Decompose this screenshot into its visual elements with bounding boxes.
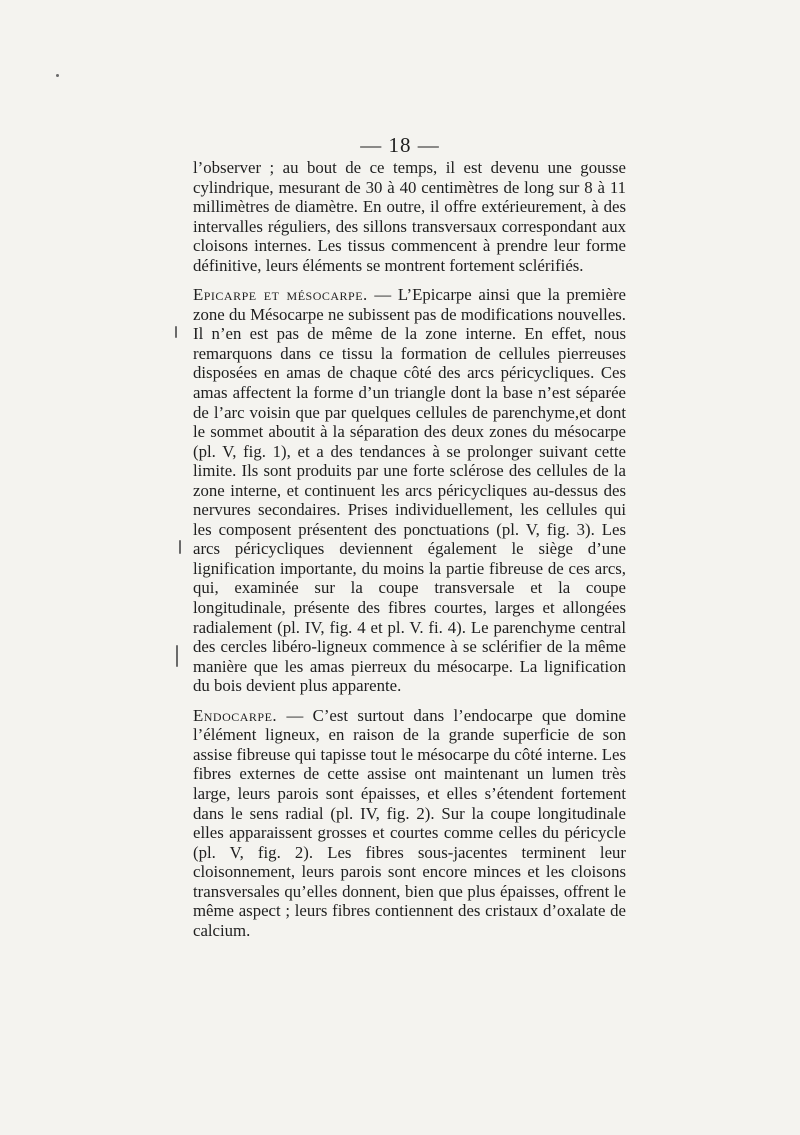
paper-mark (175, 326, 177, 338)
paragraph-2-text: — L’Epicarpe ainsi que la première zone du Mésocarpe ne subissent pas de modifications nouvelles. Il n’en est pas de même de la zone interne. En effet, nous remarquons dans ce tissu la formation de cellules pierreuses disposées en amas de chaque côté des arcs péricycliques. Ces amas affectent la forme d’un triangle dont la base n’est séparée de l’arc voisin que par quelques cellules de parenchyme,et dont le sommet aboutit à la séparation des deux zones du mésocarpe (pl. V, fig. 1), et a des tendances à se prolonger suivant cette limite. Ils sont produits par une forte sclérose des cellules de la zone interne, et continuent les arcs péricycliques au-dessus des nervures secondaires. Prises individuellement, les cellules qui les composent présentent des ponctuations (pl. V, fig. 3). Les arcs péricycliques deviennent également le siège d’une lignification importante, du moins la partie fibreuse de ces arcs, qui, examinée sur la coupe transversale et la coupe longitudinale, présente des fibres courtes, larges et allongées radialement (pl. IV, fig. 4 et pl. V. fi. 4). Le parenchyme central des cercles libéro-ligneux commence à se sclérifier de la même manière que les amas pierreux du mésocarpe. La lignification du bois devient plus apparente. (193, 285, 626, 696)
page-number: — 18 — (360, 133, 440, 157)
paper-mark (176, 645, 178, 667)
paragraph-1-text: l’observer ; au bout de ce temps, il est devenu une gousse cylindrique, mesurant de 30 à 40 centimètres de long sur 8 à 11 millimètres de diamètre. En outre, il offre extérieurement, à des intervalles réguliers, des sillons transversaux correspondant aux cloisons internes. Les tissus commencent à prendre leur forme définitive, leurs éléments se montrent fortement sclérifiés. (193, 158, 626, 275)
paragraph-3 (193, 706, 626, 941)
paragraph-2 (193, 285, 626, 695)
paper-mark (179, 540, 181, 554)
paper-speck (56, 74, 59, 77)
section-heading-epicarpe: Epicarpe et mésocarpe. (193, 285, 368, 305)
paragraph-1 (193, 158, 626, 275)
paragraph-3-text: — C’est surtout dans l’endocarpe que domine l’élément ligneux, en raison de la grande superficie de son assise fibreuse qui tapisse tout le mésocarpe du côté interne. Les fibres externes de cette assise ont maintenant un lumen très large, leurs parois sont épaisses, et elles s’étendent fortement dans le sens radial (pl. IV, fig. 2). Sur la coupe longitudinale elles apparaissent grosses et courtes comme celles du péricycle (pl. V, fig. 2). Les fibres sous-jacentes terminent leur cloisonnement, leurs parois sont encore minces et les cloisons transversales qu’elles donnent, bien que plus épaisses, offrent le même aspect ; leurs fibres contiennent des cristaux d’oxalate de calcium. (193, 705, 626, 940)
body-text (193, 158, 626, 940)
section-heading-endocarpe: Endocarpe. (193, 705, 278, 725)
